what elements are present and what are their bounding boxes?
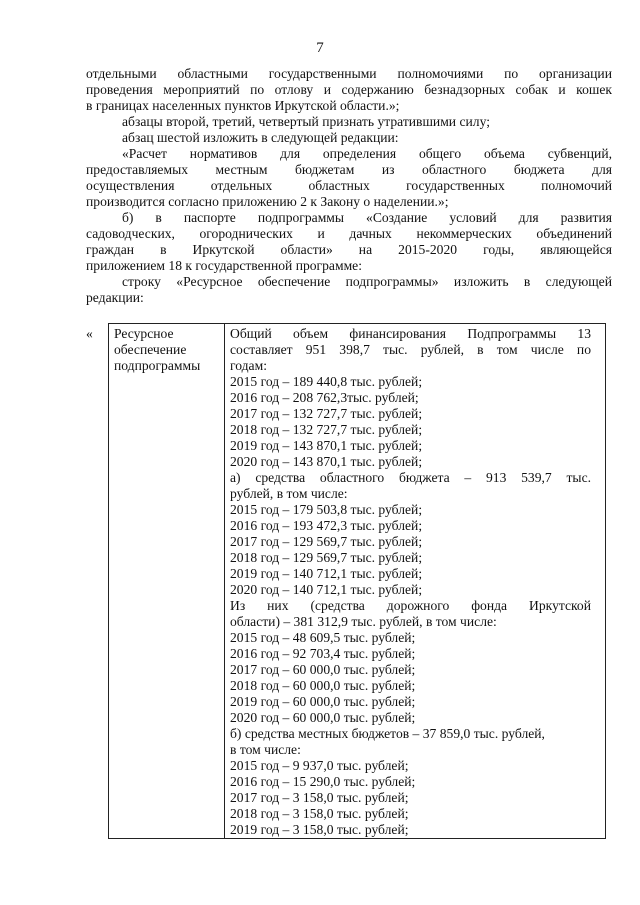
paragraph-line: «Расчет нормативов для определения общего объема субвенций, [122,146,612,161]
year-line: 2017 год – 129 569,7 тыс. рублей; [230,534,423,549]
paragraph-line: б) в паспорте подпрограммы «Создание условий для развития [122,210,612,225]
road-fund-line: области) – 381 312,9 тыс. рублей, в том числе: [230,614,497,629]
row-label-line: обеспечение [114,342,187,357]
year-line: 2015 год – 179 503,8 тыс. рублей; [230,502,423,517]
paragraph-line: проведения мероприятий по отлову и содержанию безнадзорных собак и кошек [86,82,612,97]
year-line: 2016 год – 92 703,4 тыс. рублей; [230,646,416,661]
year-line: 2017 год – 60 000,0 тыс. рублей; [230,662,416,677]
year-line: 2019 год – 60 000,0 тыс. рублей; [230,694,416,709]
regional-line: а) средства областного бюджета – 913 539,7 тыс. [230,470,591,485]
year-line: 2015 год – 189 440,8 тыс. рублей; [230,374,423,389]
year-line: 2020 год – 60 000,0 тыс. рублей; [230,710,416,725]
paragraph-line: садоводческих, огороднических и дачных некоммерческих объединений [86,226,612,241]
page-number: 7 [316,40,324,56]
paragraph-line: строку «Ресурсное обеспечение подпрограммы» изложить в следующей [122,274,612,289]
year-line: 2015 год – 48 609,5 тыс. рублей; [230,630,416,645]
paragraph-line: граждан в Иркутской области» на 2015-2020 годы, являющейся [86,242,612,257]
year-line: 2019 год – 140 712,1 тыс. рублей; [230,566,423,581]
year-line: 2018 год – 129 569,7 тыс. рублей; [230,550,423,565]
year-line: 2016 год – 15 290,0 тыс. рублей; [230,774,416,789]
year-line: 2018 год – 60 000,0 тыс. рублей; [230,678,416,693]
year-line: 2020 год – 140 712,1 тыс. рублей; [230,582,423,597]
total-line: годам: [230,358,267,373]
row-label-line: подпрограммы [114,358,201,373]
year-line: 2017 год – 3 158,0 тыс. рублей; [230,790,409,805]
year-line: 2019 год – 143 870,1 тыс. рублей; [230,438,423,453]
paragraph-line: приложением 18 к государственной программе: [86,258,362,273]
year-line: 2018 год – 132 727,7 тыс. рублей; [230,422,423,437]
year-line: 2019 год – 3 158,0 тыс. рублей; [230,822,409,837]
row-label-line: Ресурсное [114,326,174,341]
opening-quote: « [86,326,93,341]
local-budget-line: в том числе: [230,742,301,757]
year-line: 2018 год – 3 158,0 тыс. рублей; [230,806,409,821]
total-line: составляет 951 398,7 тыс. рублей, в том числе по [230,342,591,357]
year-line: 2016 год – 193 472,3 тыс. рублей; [230,518,423,533]
paragraph-line: в границах населенных пунктов Иркутской области.»; [86,98,400,113]
total-line: Общий объем финансирования Подпрограммы 13 [230,326,591,341]
paragraph-repeal: абзацы второй, третий, четвертый признать утратившими силу; [122,114,490,129]
year-line: 2017 год – 132 727,7 тыс. рублей; [230,406,423,421]
document-body [86,66,612,306]
paragraph-line: осуществления отдельных областных государственных полномочий [86,178,612,193]
year-line: 2016 год – 208 762,3тыс. рублей; [230,390,419,405]
resource-table [108,323,606,839]
paragraph-line: редакции: [86,290,144,305]
regional-line: рублей, в том числе: [230,486,348,501]
paragraph-line: предоставляемых местным бюджетам из областного бюджета для [86,162,612,177]
year-line: 2015 год – 9 937,0 тыс. рублей; [230,758,409,773]
local-budget-line: б) средства местных бюджетов – 37 859,0 тыс. рублей, [230,726,545,741]
road-fund-line: Из них (средства дорожного фонда Иркутской [230,598,591,613]
paragraph-amend: абзац шестой изложить в следующей редакции: [122,130,399,145]
paragraph-line: производится согласно приложению 2 к Закону о наделении.»; [86,194,449,209]
table-row [109,324,606,839]
row-label-cell [109,324,225,839]
row-value-cell [225,324,606,839]
paragraph-line: отдельными областными государственными полномочиями по организации [86,66,612,81]
year-line: 2020 год – 143 870,1 тыс. рублей; [230,454,423,469]
